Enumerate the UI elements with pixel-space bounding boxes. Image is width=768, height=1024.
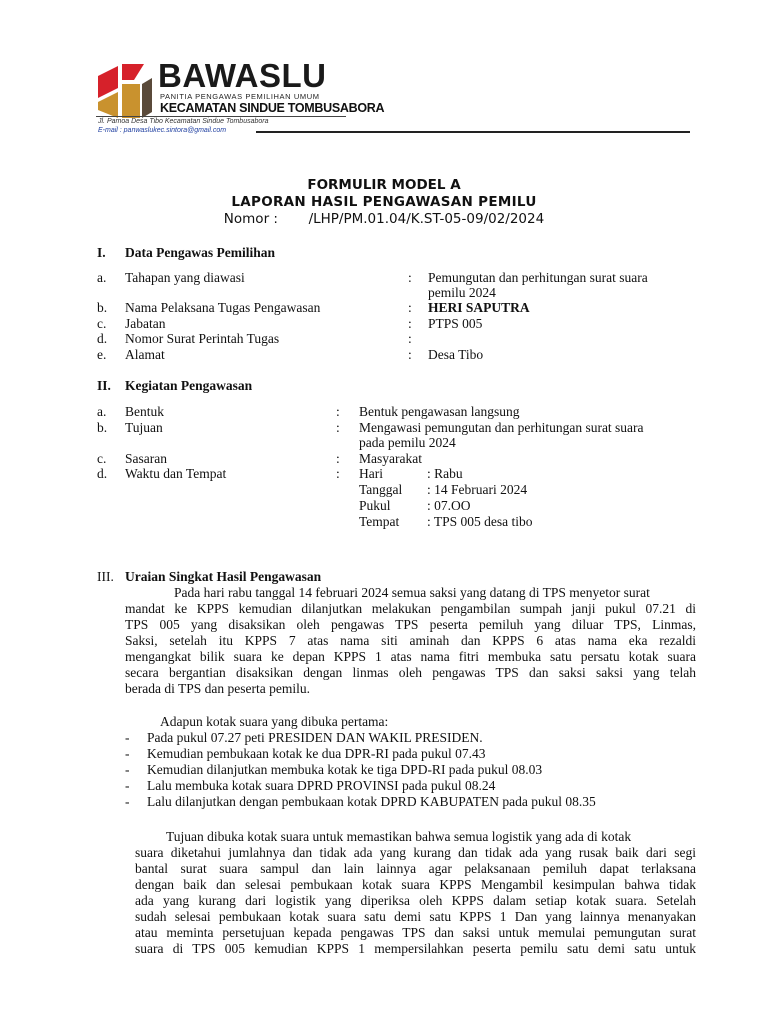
list-item: Pada pukul 07.27 peti PRESIDEN DAN WAKIL PRESIDEN.	[147, 730, 483, 745]
time-place-label: Tanggal	[359, 482, 403, 497]
header-divider	[256, 131, 690, 133]
s2-row-label: Waktu dan Tempat	[125, 466, 227, 481]
s1-row-colon: :	[408, 347, 412, 362]
para2-line: sudah selesai pembukaan kotak suara satu demi satu KPPS 1 Dan yang lainnya menanyakan	[135, 909, 696, 924]
para1-line: Saksi, setelah itu KPPS 7 atas nama siti aminah dan KPPS 6 atas nama eka rezaldi	[125, 633, 696, 648]
brand-district: KECAMATAN SINDUE TOMBUSABORA	[160, 101, 385, 115]
s2-row-value: Mengawasi pemungutan dan perhitungan surat suara	[359, 420, 644, 435]
list-item: Lalu dilanjutkan dengan pembukaan kotak DPRD KABUPATEN pada pukul 08.35	[147, 794, 596, 809]
s1-row-value: PTPS 005	[428, 316, 483, 331]
time-place-label: Pukul	[359, 498, 391, 513]
bullet-mark: -	[125, 778, 130, 793]
nomor-value: /LHP/PM.01.04/K.ST-05-09/02/2024	[308, 211, 545, 227]
s1-row-letter: d.	[97, 331, 108, 346]
list-item: Kemudian dilanjutkan membuka kotak ke tiga DPD-RI pada pukul 08.03	[147, 762, 543, 777]
document-number	[0, 211, 768, 227]
brand-name: BAWASLU	[158, 57, 327, 94]
bullet-mark: -	[125, 762, 130, 777]
s2-row-letter: b.	[97, 420, 108, 435]
bullet-mark: -	[125, 730, 130, 745]
s2-row-value-cont: pada pemilu 2024	[359, 435, 456, 450]
time-place-value: : 07.OO	[427, 498, 471, 513]
s1-row-label: Tahapan yang diawasi	[125, 270, 245, 285]
section3-number: III.	[97, 569, 114, 584]
s1-row-letter: a.	[97, 270, 107, 285]
para2-line: suara diketahui jumlahnya dan tidak ada yang kurang dan tidak ada yang rusak baik dari segi	[135, 845, 696, 860]
para1-line: mengangkat bilik suara ke depan KPPS 1 atas nama fitri membuka satu persatu kotak suara	[125, 649, 696, 664]
nomor-label: Nomor :	[223, 211, 278, 227]
s2-row-letter: d.	[97, 466, 108, 481]
bawaslu-logo	[96, 62, 154, 120]
para2-line: atau meminta persetujuan kepada pengawas TPS dan saksi untuk memulai pemungutan surat	[135, 925, 696, 940]
s1-row-value-cont: pemilu 2024	[428, 285, 496, 300]
section1-title: Data Pengawas Pemilihan	[125, 245, 275, 260]
s2-row-value: Bentuk pengawasan langsung	[359, 404, 520, 419]
s1-row-letter: c.	[97, 316, 107, 331]
para2-line: ada yang kurang dari logistik yang diperiksa oleh KPPS dalam setiap kotak suara. Setelah	[135, 893, 696, 908]
bullet-mark: -	[125, 746, 130, 761]
s2-row-colon: :	[336, 466, 340, 481]
section2-number: II.	[97, 378, 111, 393]
header-address: Jl. Pamoa Desa Tibo Kecamatan Sindue Tombusabora	[98, 118, 269, 125]
report-title: LAPORAN HASIL PENGAWASAN PEMILU	[231, 194, 537, 210]
bullet-mark: -	[125, 794, 130, 809]
s2-row-colon: :	[336, 451, 340, 466]
list-item: Lalu membuka kotak suara DPRD PROVINSI pada pukul 08.24	[147, 778, 496, 793]
s1-row-label: Nama Pelaksana Tugas Pengawasan	[125, 300, 321, 315]
time-place-label: Tempat	[359, 514, 400, 529]
s1-row-value: Pemungutan dan perhitungan surat suara	[428, 270, 648, 285]
s1-row-label: Alamat	[125, 347, 165, 362]
para1-line: secara bergantian disaksikan dengan linmas oleh pengawas TPS dan saksi saksi yang telah	[125, 665, 696, 680]
s1-row-colon: :	[408, 316, 412, 331]
para1-line: mandat ke KPPS kemudian dilanjutkan melakukan pengambilan sumpah janji pukul 07.21 di	[125, 601, 696, 616]
list-item: Kemudian pembukaan kotak ke dua DPR-RI pada pukul 07.43	[147, 746, 486, 761]
s2-row-label: Tujuan	[125, 420, 163, 435]
time-place-value: : 14 Februari 2024	[427, 482, 528, 497]
brand-subtitle: PANITIA PENGAWAS PEMILIHAN UMUM	[160, 92, 320, 101]
s2-row-label: Bentuk	[125, 404, 164, 419]
s2-row-label: Sasaran	[125, 451, 167, 466]
s1-row-label: Jabatan	[125, 316, 166, 331]
para2-line: dengan baik dan selesai pembukaan kotak suara KPPS Mengambil kesimpulan bahwa tidak	[135, 877, 696, 892]
time-place-value: : TPS 005 desa tibo	[427, 514, 533, 529]
para1-line: Pada hari rabu tanggal 14 februari 2024 semua saksi yang datang di TPS menyetor surat	[174, 585, 650, 600]
s1-row-letter: e.	[97, 347, 107, 362]
s1-row-value: HERI SAPUTRA	[428, 300, 530, 315]
s2-row-colon: :	[336, 404, 340, 419]
form-title: FORMULIR MODEL A	[307, 177, 461, 193]
s2-row-value: Masyarakat	[359, 451, 422, 466]
header-email: E-mail : panwaslukec.sintora@gmail.com	[98, 127, 227, 134]
header-divider-thin	[96, 116, 346, 117]
s2-row-colon: :	[336, 420, 340, 435]
time-place-label: Hari	[359, 466, 383, 481]
s1-row-value: Desa Tibo	[428, 347, 484, 362]
para2-line: bantal surat suara sampul dan lain lainnya agar pelaksanaan pemiluh dapat terlaksana	[135, 861, 696, 876]
s2-row-letter: a.	[97, 404, 107, 419]
s1-row-colon: :	[408, 270, 412, 285]
para2-line: suara di TPS 005 kemudian KPPS 1 mempersilahkan peserta pemilu satu demi satu untuk	[135, 941, 696, 956]
para1-line: berada di TPS dan peserta pemilu.	[125, 681, 310, 696]
s1-row-label: Nomor Surat Perintah Tugas	[125, 331, 280, 346]
s1-row-letter: b.	[97, 300, 108, 315]
section3-title: Uraian Singkat Hasil Pengawasan	[125, 569, 322, 584]
para2-line: Tujuan dibuka kotak suara untuk memastikan bahwa semua logistik yang ada di kotak	[166, 829, 632, 844]
section2-title: Kegiatan Pengawasan	[125, 378, 253, 393]
s1-row-colon: :	[408, 300, 412, 315]
list-intro: Adapun kotak suara yang dibuka pertama:	[160, 714, 389, 729]
time-place-value: : Rabu	[427, 466, 463, 481]
para1-line: TPS 005 yang disaksikan oleh pengawas TPS peserta pemiluh yang diluar TPS, Linmas,	[125, 617, 696, 632]
section1-number: I.	[97, 245, 106, 260]
s2-row-letter: c.	[97, 451, 107, 466]
s1-row-colon: :	[408, 331, 412, 346]
